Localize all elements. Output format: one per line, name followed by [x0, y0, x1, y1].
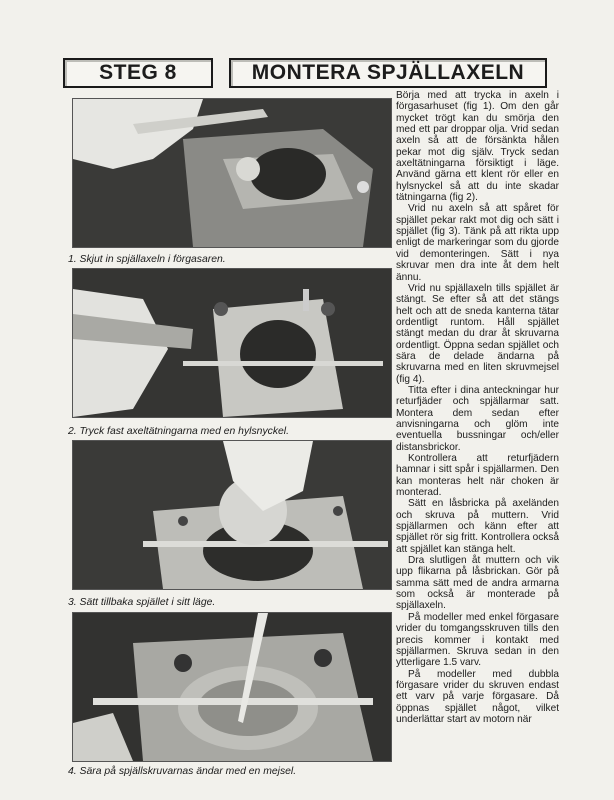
- photo-1: [72, 98, 392, 248]
- paragraph: Titta efter i dina anteckningar hur returfjäder och spjällarmar satt. Montera dem sedan efter anvisningarna och glöm inte eventuella bussningar och/eller distansbrickor.: [396, 384, 559, 453]
- paragraph: Sätt en låsbricka på axeländen och skruva på muttern. Vrid spjällarmen och känn efter att spjället rör sig fritt. Kontrollera också att spjället kan stänga helt.: [396, 498, 559, 555]
- figure-caption: 3. Sätt tillbaka spjället i sitt läge.: [68, 597, 216, 608]
- paragraph: Vrid nu spjällaxeln tills spjället är stängt. Se efter så att det stängs helt och att de sneda kanterna tätar ordentligt runtom. Håll spjället stängt medan du drar åt skruvarna ordentligt. Öppna sedan spjället och sära de delade ändarna på skruvarna med en liten skruvmejsel (fig 4).: [396, 282, 559, 385]
- paragraph: Dra slutligen åt muttern och vik upp flikarna på låsbrickan. Gör på samma sätt med de andra armarna som också är monterade på spjällaxeln.: [396, 555, 559, 612]
- instruction-text: [396, 90, 559, 725]
- paragraph: Kontrollera att returfjädern hamnar i sitt spår i spjällarmen. Den kan monteras helt när choken är monterad.: [396, 453, 559, 499]
- figure-caption: 2. Tryck fast axeltätningarna med en hylsnyckel.: [68, 426, 289, 437]
- paragraph: På modeller med dubbla förgasare vrider du skruven endast ett varv på varje förgasare. Då öppnas spjället något, vilket underlättar start av motorn när: [396, 668, 559, 725]
- page-title: MONTERA SPJÄLLAXELN: [229, 58, 547, 88]
- paragraph: Börja med att trycka in axeln i förgasarhuset (fig 1). Om den går mycket trögt kan du smörja den med ett par droppar olja. Vrid sedan axeln så att de försänkta hålen pekar mot dig själv. Tryck sedan axeltätningarna försiktigt i läge. Använd gärna ett klent rör eller en hylsnyckel så att du inte skadar tätningarna (fig 2).: [396, 90, 559, 204]
- photo-4: [72, 612, 392, 762]
- paragraph: På modeller med enkel förgasare vrider du tomgangsskruven tills den precis kommer i kontakt med spjällarmen. Skruva sedan in den ytterligare 1.5 varv.: [396, 611, 559, 669]
- paragraph: Vrid nu axeln så att spåret för spjället pekar rakt mot dig och sätt i spjället (fig 3). Tänk på att rikta upp enligt de markeringar som du gjorde vid demonteringen. Sätt i nya skruvar men dra inte åt dem helt ännu.: [396, 203, 559, 283]
- figure-caption: 1. Skjut in spjällaxeln i förgasaren.: [68, 254, 226, 265]
- photo-2: [72, 268, 392, 418]
- figure-caption: 4. Sära på spjällskruvarnas ändar med en mejsel.: [68, 766, 297, 777]
- photo-3: [72, 440, 392, 590]
- step-label: STEG 8: [63, 58, 213, 88]
